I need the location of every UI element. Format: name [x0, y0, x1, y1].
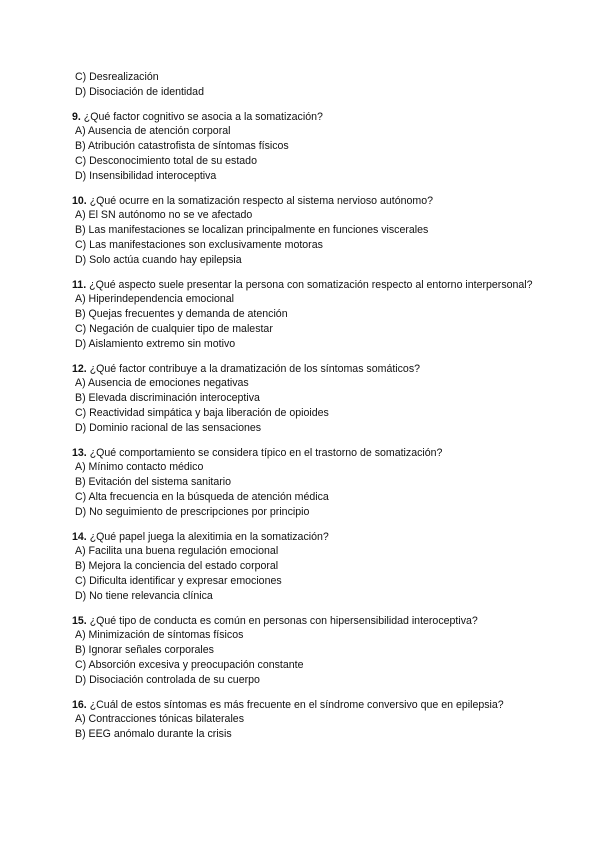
question-text: ¿Qué papel juega la alexitimia en la somatización?: [89, 530, 329, 543]
option: C) Las manifestaciones son exclusivamente motoras: [75, 239, 323, 251]
question-number: 10.: [72, 194, 87, 207]
option: A) Facilita una buena regulación emocional: [75, 545, 279, 557]
question-number: 16.: [72, 698, 87, 711]
option: A) Mínimo contacto médico: [75, 461, 204, 473]
question-text: ¿Qué factor contribuye a la dramatización de los síntomas somáticos?: [89, 362, 421, 375]
question-14: [72, 530, 542, 605]
question-13: [72, 446, 542, 521]
question-text: ¿Qué ocurre en la somatización respecto al sistema nervioso autónomo?: [89, 194, 433, 207]
question-12: [72, 362, 542, 437]
option: D) Dominio racional de las sensaciones: [75, 422, 262, 434]
option: D) Insensibilidad interoceptiva: [75, 170, 217, 182]
question-number: 11.: [72, 278, 87, 291]
question-text: ¿Cuál de estos síntomas es más frecuente en el síndrome conversivo que en epilepsia?: [89, 698, 504, 711]
option: B) Atribución catastrofista de síntomas físicos: [75, 140, 289, 152]
option: C) Alta frecuencia en la búsqueda de atención médica: [75, 491, 329, 503]
question-number: 13.: [72, 446, 87, 459]
option: B) Evitación del sistema sanitario: [75, 476, 232, 488]
question-10: [72, 194, 542, 269]
option: C) Negación de cualquier tipo de malestar: [75, 323, 273, 335]
option: C) Reactividad simpática y baja liberación de opioides: [75, 407, 329, 419]
option: C) Desconocimiento total de su estado: [75, 155, 257, 167]
question-15: [72, 614, 542, 689]
option: A) El SN autónomo no se ve afectado: [75, 209, 253, 221]
option: B) Elevada discriminación interoceptiva: [75, 392, 260, 404]
option: D) Disociación controlada de su cuerpo: [75, 674, 260, 686]
option: C) Dificulta identificar y expresar emociones: [75, 575, 282, 587]
question-text: ¿Qué factor cognitivo se asocia a la somatización?: [83, 110, 323, 123]
option: D) Solo actúa cuando hay epilepsia: [75, 254, 242, 266]
option: A) Minimización de síntomas físicos: [75, 629, 244, 641]
question-text: ¿Qué tipo de conducta es común en personas con hipersensibilidad interoceptiva?: [89, 614, 478, 627]
question-16: [72, 698, 542, 743]
question-text: ¿Qué comportamiento se considera típico en el trastorno de somatización?: [89, 446, 443, 459]
option: B) EEG anómalo durante la crisis: [75, 728, 232, 740]
question-list: [72, 70, 542, 742]
question-number: 9.: [72, 110, 81, 123]
option: B) Ignorar señales corporales: [75, 644, 214, 656]
option: C) Desrealización: [75, 71, 159, 83]
question-11: [72, 278, 542, 353]
question-leading-options: [72, 70, 542, 100]
question-number: 15.: [72, 614, 87, 627]
option: C) Absorción excesiva y preocupación constante: [75, 659, 304, 671]
option: B) Quejas frecuentes y demanda de atención: [75, 308, 288, 320]
option: D) No tiene relevancia clínica: [75, 590, 213, 602]
option: A) Ausencia de emociones negativas: [75, 377, 249, 389]
option: A) Ausencia de atención corporal: [75, 125, 231, 137]
question-number: 12.: [72, 362, 87, 375]
question-text: ¿Qué aspecto suele presentar la persona con somatización respecto al entorno interpersonal?: [89, 278, 533, 291]
option: B) Mejora la conciencia del estado corporal: [75, 560, 279, 572]
option: A) Contracciones tónicas bilaterales: [75, 713, 244, 725]
option: D) Disociación de identidad: [75, 86, 204, 98]
option: B) Las manifestaciones se localizan principalmente en funciones viscerales: [75, 224, 429, 236]
question-9: [72, 110, 542, 185]
option: D) Aislamiento extremo sin motivo: [75, 338, 236, 350]
option: A) Hiperindependencia emocional: [75, 293, 235, 305]
question-number: 14.: [72, 530, 87, 543]
option: D) No seguimiento de prescripciones por principio: [75, 506, 310, 518]
